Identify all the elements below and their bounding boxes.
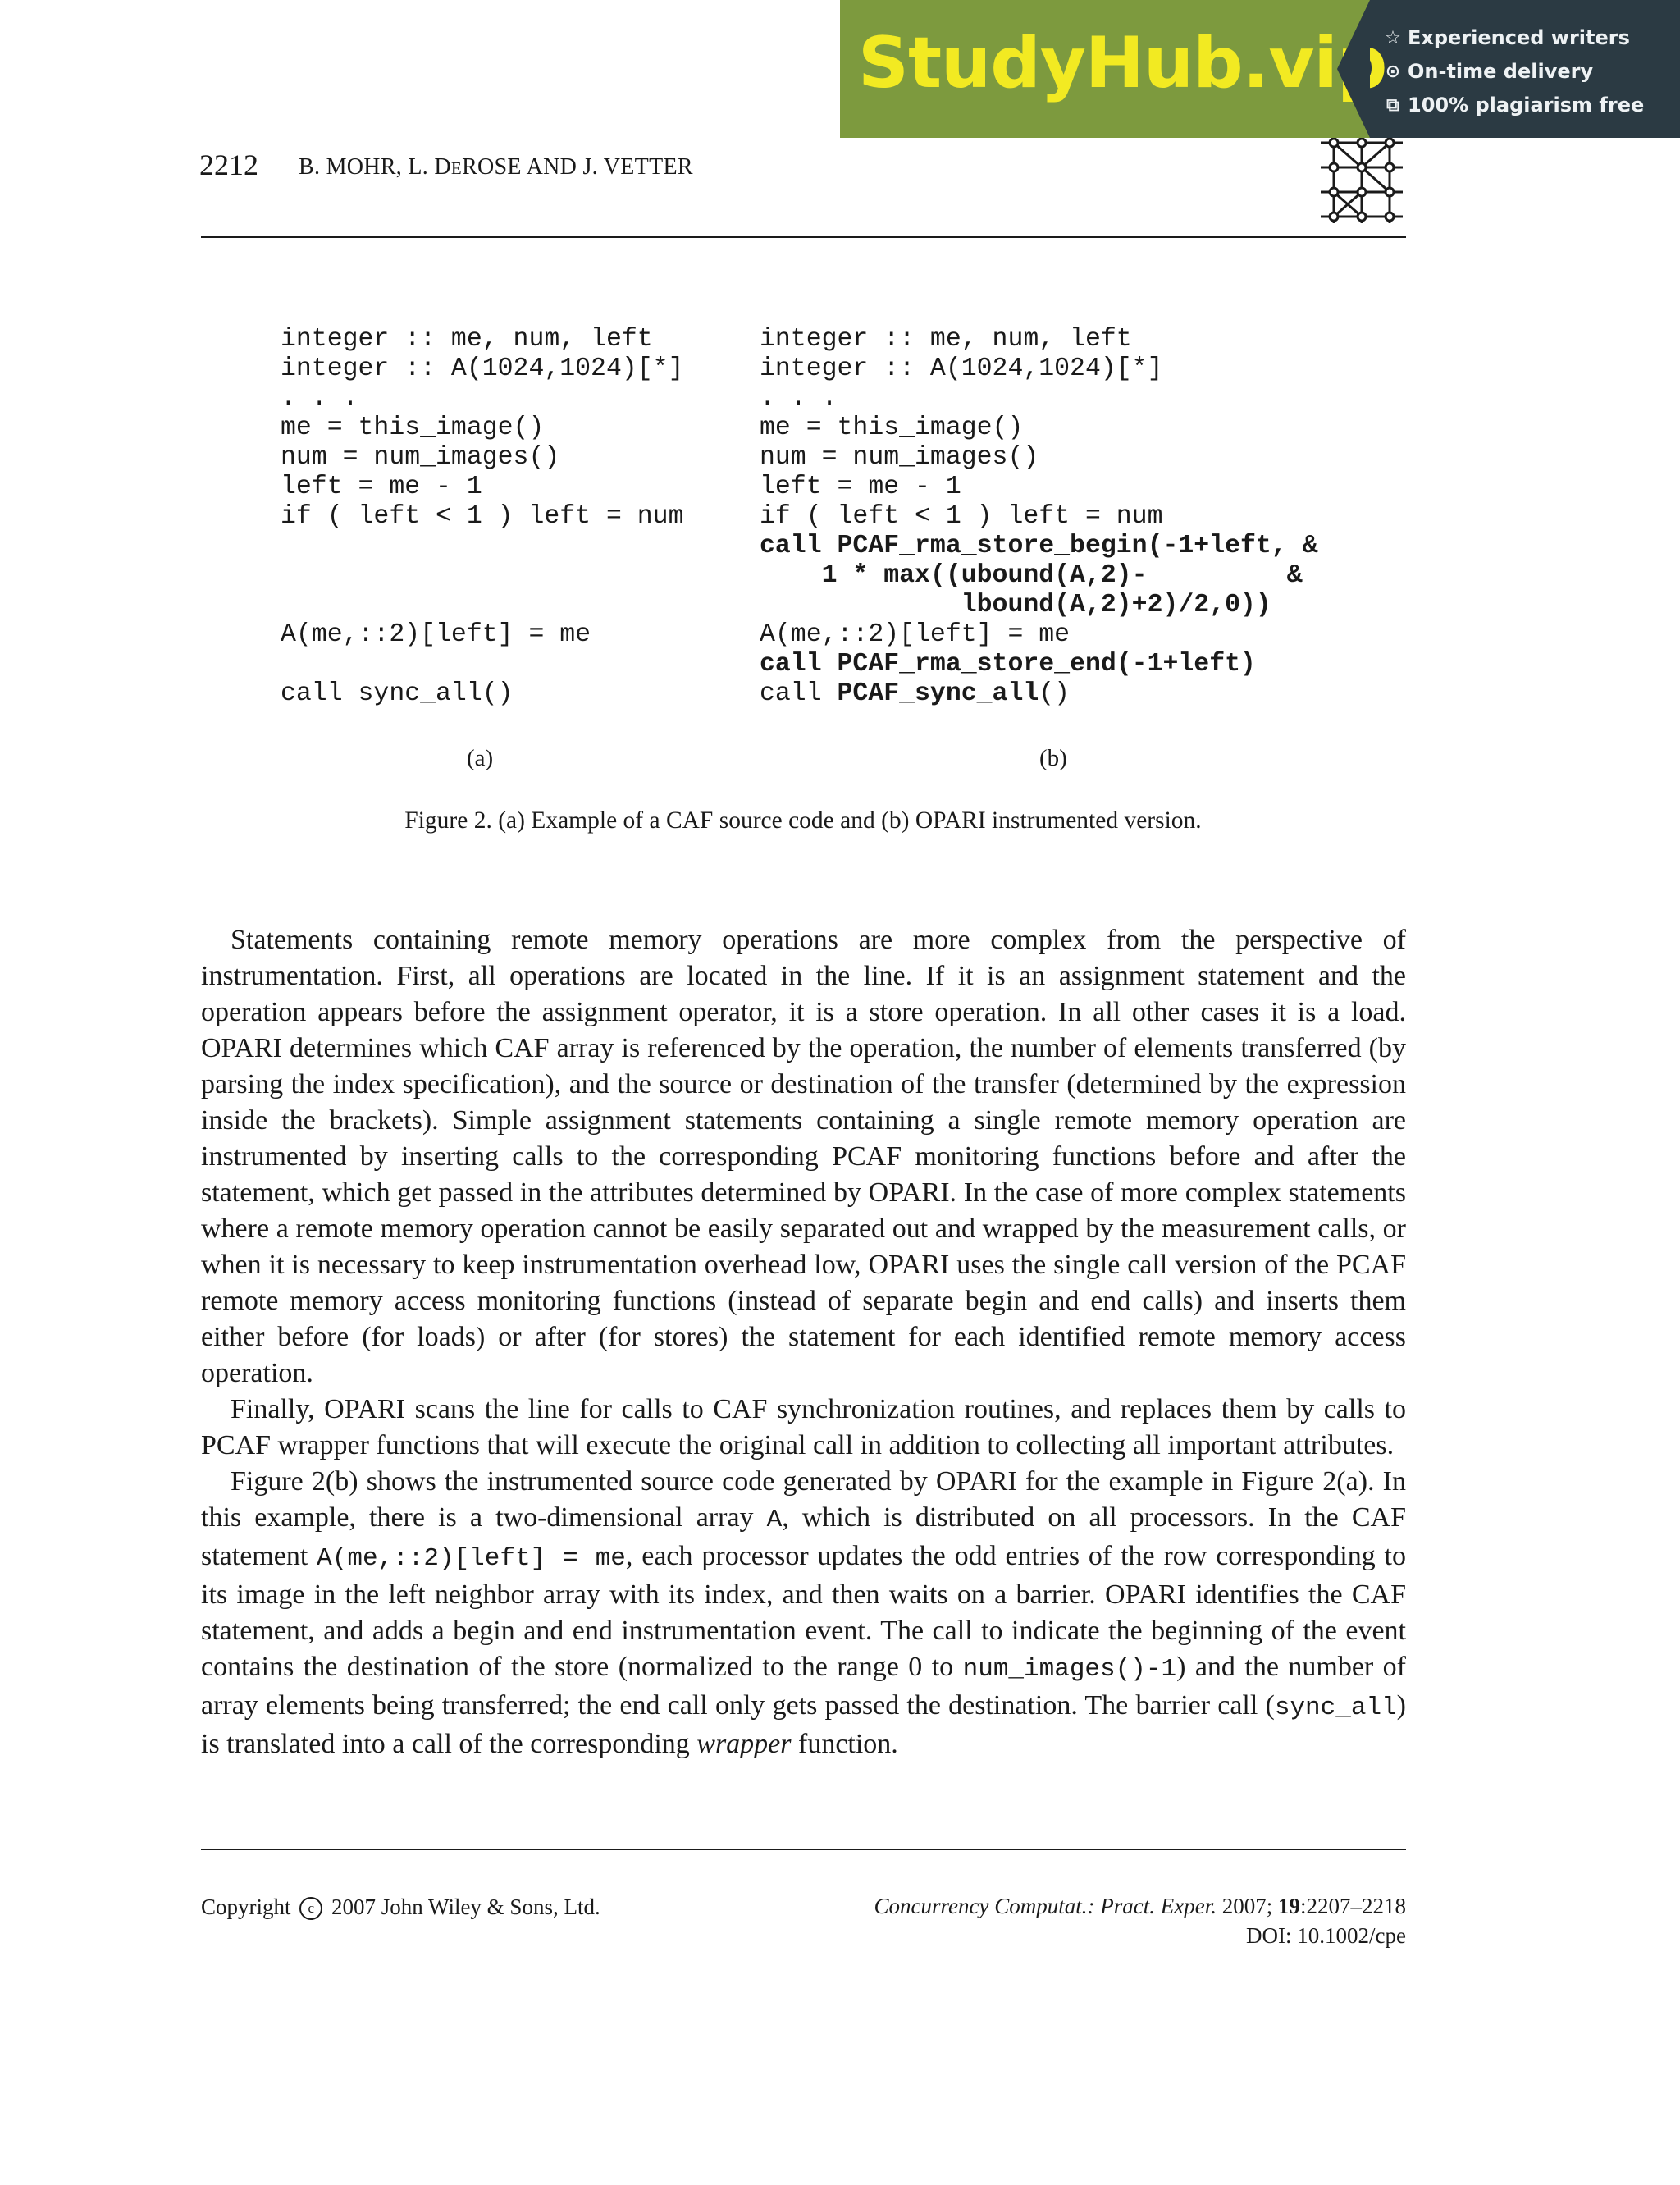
inline-code: A — [766, 1506, 783, 1534]
perk-label: Experienced writers — [1408, 26, 1630, 49]
paragraph-3: Figure 2(b) shows the instrumented source code generated by OPARI for the example in Figure 2(a). In this example, there is a two-dimensional array A, which is distributed on all processors. In the CAF statement A(me,::2)[left] = me, each processor updates the odd entries of the row corresponding to its image in the left neighbor array with its index, and then waits on a barrier. OPARI identifies the CAF statement, and adds a begin and end instrumentation event. The call to indicate the beginning of the event contains the destination of the store (normalized to the range 0 to num_images()-1) and the number of array elements being transferred; the end call only gets passed the destination. The barrier call (sync_all) is translated into a call of the corresponding wrapper function. — [201, 1466, 1406, 1759]
instrumented-store-begin: call PCAF_rma_store_begin(-1+left, & — [760, 532, 1318, 560]
banner-logo-text: StudyHub.vip — [858, 22, 1387, 104]
paragraph-1: Statements containing remote memory operations are more complex from the perspective of instrumentation. First, all operations are located in the line. If it is an assignment statement and the operation appears before the assignment operator, it is a store operation. In all other cases it is a load. OPARI determines which CAF array is referenced by the operation, the number of elements transferred (by parsing the index specification), and the source or destination of the transfer (determined by the expression inside the brackets). Simple assignment statements containing a single remote memory operation are instrumented by inserting calls to the corresponding PCAF monitoring functions before and after the statement, which get passed in the attributes determined by OPARI. In the case of more complex statements where a remote memory operation cannot be easily separated out and wrapped by the measurement calls, or when it is necessary to keep instrumentation overhead low, OPARI uses the single call version of the PCAF remote memory access monitoring functions (instead of separate begin and end calls) and inserts them either before (for loads) or after (for stores) the statement for each identified remote memory access operation. — [201, 925, 1406, 1388]
inline-code: A(me,::2)[left] = me — [317, 1544, 626, 1573]
inline-code: num_images()-1 — [962, 1655, 1177, 1684]
perk-experienced-writers — [1383, 21, 1680, 55]
body-text — [201, 922, 1406, 1762]
banner-logo[interactable] — [840, 0, 1387, 138]
copyright-icon: c — [299, 1897, 322, 1920]
instrumented-store-end: call PCAF_rma_store_end(-1+left) — [760, 650, 1256, 679]
copyright-notice: Copyright c 2007 John Wiley & Sons, Ltd. — [201, 1895, 600, 1919]
inline-code: sync_all — [1274, 1694, 1397, 1722]
banner-notch — [1337, 0, 1370, 138]
star-outline-icon: ☆ — [1385, 28, 1401, 48]
page-number: 2212 — [199, 149, 258, 181]
footer-rule — [201, 1849, 1406, 1850]
figure-caption: Figure 2. (a) Example of a CAF source code and (b) OPARI instrumented version. — [404, 807, 1202, 834]
copy-icon: ⧉ — [1386, 95, 1399, 116]
running-head-authors: B. MOHR, L. DEROSE AND J. VETTER — [299, 154, 693, 180]
journal-citation: Concurrency Computat.: Pract. Exper. 2007; 19:2207–2218 DOI: 10.1002/cpe — [874, 1891, 1406, 1950]
header-rule — [201, 236, 1406, 238]
perk-label: 100% plagiarism free — [1408, 94, 1645, 117]
doi: DOI: 10.1002/cpe — [1246, 1923, 1406, 1948]
paragraph-2: Finally, OPARI scans the line for calls to CAF synchronization routines, and replaces them by calls to PCAF wrapper functions that will execute the original call in addition to collecting all important attributes. — [201, 1394, 1406, 1460]
perk-label: On-time delivery — [1408, 60, 1594, 83]
code-listing-b: integer :: me, num, left integer :: A(1024,1024)[*] . . . me = this_image() num = num_images() left = me - 1 if ( left < 1 ) left = num call PCAF_rma_store_begin(-1+left, & 1 * max((ubound(A,2)- & lbound(A,2)+2)/2,0)) A(me,::2)[left] = me call PCAF_rma_store_end(-1+left) call PCAF_sync_all() — [760, 325, 1318, 708]
banner-perks — [1370, 0, 1680, 138]
instrumented-sync-all: PCAF_sync_all — [837, 679, 1039, 708]
journal-network-logo-icon — [1317, 138, 1406, 223]
subcaption-a: (a) — [467, 745, 494, 771]
clock-icon: ⊙ — [1385, 62, 1401, 82]
subcaption-b: (b) — [1039, 745, 1067, 771]
ad-banner[interactable] — [840, 0, 1680, 138]
code-listing-a: integer :: me, num, left integer :: A(1024,1024)[*] . . . me = this_image() num = num_images() left = me - 1 if ( left < 1 ) left = num A(me,::2)[left] = me call sync_all() — [281, 325, 684, 708]
perk-on-time-delivery — [1383, 55, 1680, 89]
perk-plagiarism-free — [1383, 89, 1680, 122]
